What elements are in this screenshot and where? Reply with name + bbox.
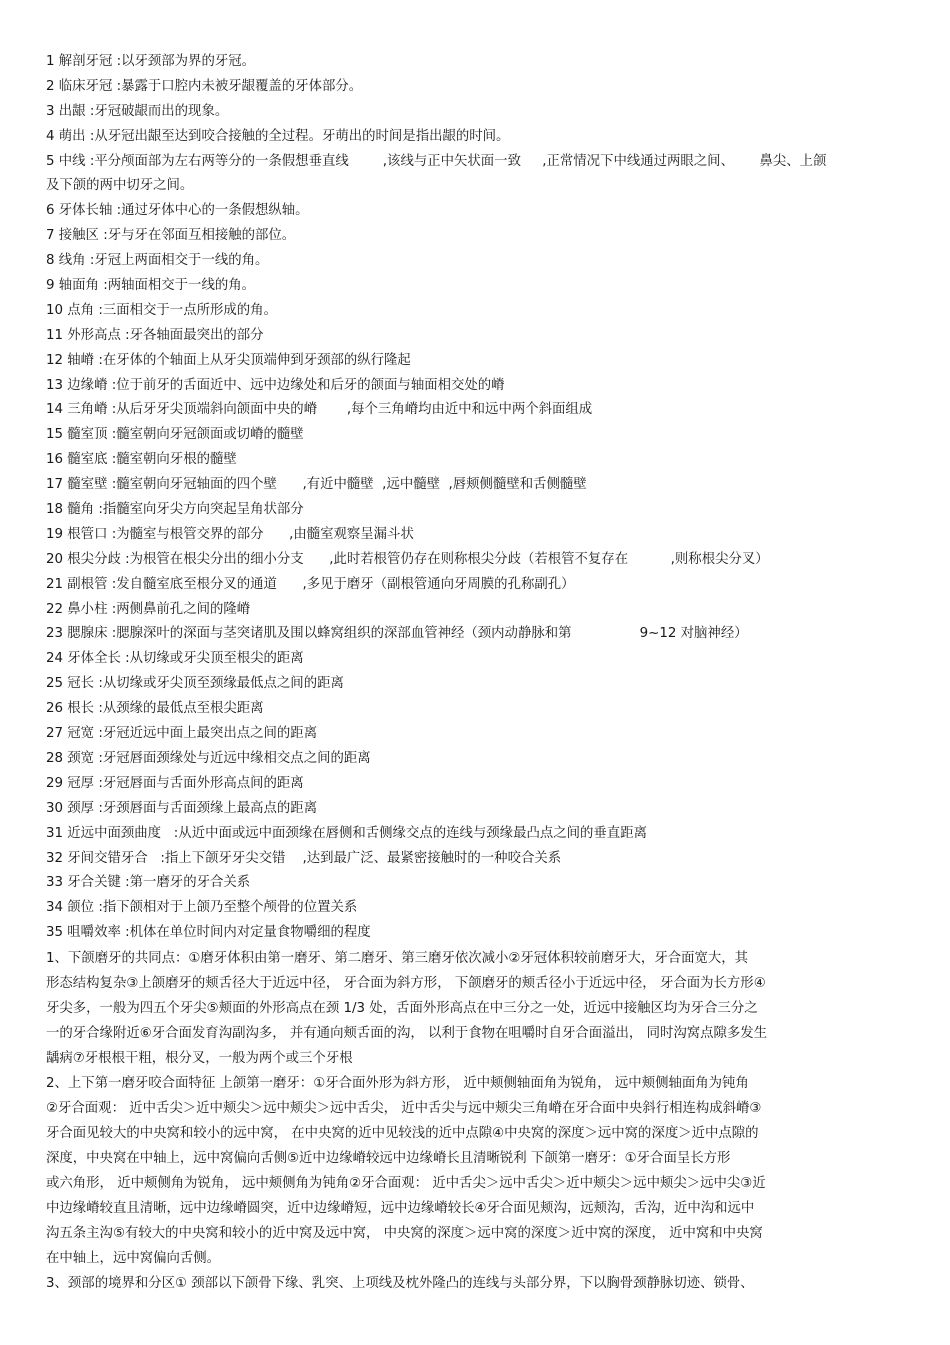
paragraph-line: 形态结构复杂③上颌磨牙的颊舌径大于近远中径， 牙合面为斜方形， 下颌磨牙的颊舌径小于近远中径， 牙合面为长方形④ [46,976,766,992]
definition-item: 30 颈厚 :牙颈唇面与舌面颈缘上最高点的距离 [46,800,318,816]
paragraph-line: 龋病⑦牙根根干粗，根分叉，一般为两个或三个牙根 [46,1051,353,1067]
definition-item: 20 根尖分歧 :为根管在根尖分出的细小分支 ,此时若根管仍存在则称根尖分歧（若根管不复存在 ,则称根尖分叉） [46,551,769,567]
paragraph-line: 1、下颌磨牙的共同点：①磨牙体积由第一磨牙、第二磨牙、第三磨牙依次减小②牙冠体积较前磨牙大，牙合面宽大，其 [46,951,749,967]
paragraph-line: 或六角形， 近中颊侧角为锐角， 远中颊侧角为钝角②牙合面观： 近中舌尖＞远中舌尖＞近中颊尖＞远中颊尖＞远中尖③近 [46,1176,766,1192]
paragraph-line: 牙尖多，一般为四五个牙尖⑤颊面的外形高点在颈 1/3 处，舌面外形高点在中三分之一处，近远中接触区均为牙合三分之 [46,1001,758,1017]
definition-item: 32 牙间交错牙合 :指上下颌牙牙尖交错 ,达到最广泛、最紧密接触时的一种咬合关系 [46,850,562,866]
definition-item: 14 三角嵴 :从后牙牙尖顶端斜向颌面中央的嵴 ,每个三角嵴均由近中和远中两个斜面组成 [46,402,593,418]
definition-item: 1 解剖牙冠 :以牙颈部为界的牙冠。 [46,54,256,69]
paragraph-line: 沟五条主沟⑤有较大的中央窝和较小的近中窝及远中窝， 中央窝的深度＞远中窝的深度＞近中窝的深度， 近中窝和中央窝 [46,1226,763,1242]
definition-item: 25 冠长 :从切缘或牙尖顶至颈缘最低点之间的距离 [46,676,344,692]
definition-item: 29 冠厚 :牙冠唇面与舌面外形高点间的距离 [46,775,304,791]
definition-item: 8 线角 :牙冠上两面相交于一线的角。 [46,253,269,269]
definition-item: 33 牙合关键 :第一磨牙的牙合关系 [46,875,251,891]
definition-item: 5 中线 :平分颅面部为左右两等分的一条假想垂直线 ,该线与正中矢状面一致 ,正常情况下中线通过两眼之间、 鼻尖、上颌 [46,153,827,169]
definition-item: 26 根长 :从颈缘的最低点至根尖距离 [46,701,264,717]
definition-item: 27 冠宽 :牙冠近远中面上最突出点之间的距离 [46,726,318,742]
definition-item: 22 鼻小柱 :两侧鼻前孔之间的隆嵴 [46,601,251,617]
definition-item: 21 副根管 :发自髓室底至根分叉的通道 ,多见于磨牙（副根管通向牙周膜的孔称副孔） [46,576,575,592]
paragraph-mandibular-molars [46,946,918,1071]
definition-item: 24 牙体全长 :从切缘或牙尖顶至根尖的距离 [46,651,304,667]
definition-item: 35 咀嚼效率 :机体在单位时间内对定量食物嚼细的程度 [46,925,371,941]
paragraph-neck-boundaries [46,1271,918,1296]
definition-item: 2 临床牙冠 :暴露于口腔内未被牙龈覆盖的牙体部分。 [46,78,363,94]
definition-item: 17 髓室壁 :髓室朝向牙冠轴面的四个壁 ,有近中髓壁 ,远中髓壁 ,唇颊侧髓壁和舌侧髓壁 [46,477,587,493]
paragraph-first-molar-occlusal [46,1071,918,1271]
definition-item: 15 髓室顶 :髓室朝向牙冠颌面或切嵴的髓壁 [46,427,304,443]
definition-item: 7 接触区 :牙与牙在邻面互相接触的部位。 [46,228,296,244]
definition-list [46,50,918,946]
definition-item: 及下颌的两中切牙之间。 [46,178,194,194]
definition-item: 9 轴面角 :两轴面相交于一线的角。 [46,278,256,294]
definition-item: 28 颈宽 :牙冠唇面颈缘处与近远中缘相交点之间的距离 [46,750,371,766]
paragraph-line: 一的牙合缘附近⑥牙合面发育沟副沟多， 并有通向颊舌面的沟， 以利于食物在咀嚼时自牙合面溢出， 同时沟窝点隙多发生 [46,1026,768,1042]
definition-item: 16 髓室底 :髓室朝向牙根的髓壁 [46,452,237,468]
definition-item: 11 外形高点 :牙各轴面最突出的部分 [46,327,264,343]
paragraph-line: 2、上下第一磨牙咬合面特征 上颌第一磨牙：①牙合面外形为斜方形， 近中颊侧轴面角为锐角， 远中颊侧轴面角为钝角 [46,1076,749,1092]
definition-item: 13 边缘嵴 :位于前牙的舌面近中、远中边缘处和后牙的颌面与轴面相交处的嵴 [46,377,505,393]
document-body [46,50,918,1296]
definition-item: 3 出龈 :牙冠破龈而出的现象。 [46,103,229,119]
paragraph-line: 深度，中央窝在中轴上，远中窝偏向舌侧⑤近中边缘嵴较远中边缘嵴长且清晰锐利 下颌第一磨牙：①牙合面呈长方形 [46,1151,731,1167]
paragraph-line: 3、颈部的境界和分区① 颈部以下颌骨下缘、乳突、上项线及枕外隆凸的连线与头部分界，下以胸骨颈静脉切迹、锁骨、 [46,1276,754,1292]
definition-item: 6 牙体长轴 :通过牙体中心的一条假想纵轴。 [46,203,309,219]
paragraph-line: 在中轴上，远中窝偏向舌侧。 [46,1251,221,1267]
paragraph-line: ②牙合面观： 近中舌尖＞近中颊尖＞远中颊尖＞远中舌尖， 近中舌尖与远中颊尖三角嵴在牙合面中央斜行相连构成斜嵴③ [46,1101,762,1117]
definition-item: 19 根管口 :为髓室与根管交界的部分 ,由髓室观察呈漏斗状 [46,526,414,542]
definition-item: 18 髓角 :指髓室向牙尖方向突起呈角状部分 [46,502,304,518]
definition-item: 31 近远中面颈曲度 :从近中面或远中面颈缘在唇侧和舌侧缘交点的连线与颈缘最凸点之间的垂直距离 [46,825,647,841]
paragraph-line: 中边缘嵴较直且清晰，远中边缘嵴圆突，近中边缘嵴短，远中边缘嵴较长④牙合面见颊沟，远颊沟，舌沟，近中沟和远中 [46,1201,755,1217]
definition-item: 12 轴嵴 :在牙体的个轴面上从牙尖顶端伸到牙颈部的纵行隆起 [46,352,411,368]
definition-item: 23 腮腺床 :腮腺深叶的深面与茎突诸肌及围以蜂窝组织的深部血管神经（颈内动静脉和第 9~12 对脑神经） [46,626,748,642]
definition-item: 34 颌位 :指下颌相对于上颌乃至整个颅骨的位置关系 [46,900,358,916]
definition-item: 10 点角 :三面相交于一点所形成的角。 [46,302,277,318]
paragraph-line: 牙合面见较大的中央窝和较小的远中窝， 在中央窝的近中见较浅的近中点隙④中央窝的深度＞远中窝的深度＞近中点隙的 [46,1126,759,1142]
definition-item: 4 萌出 :从牙冠出龈至达到咬合接触的全过程。牙萌出的时间是指出龈的时间。 [46,128,510,144]
